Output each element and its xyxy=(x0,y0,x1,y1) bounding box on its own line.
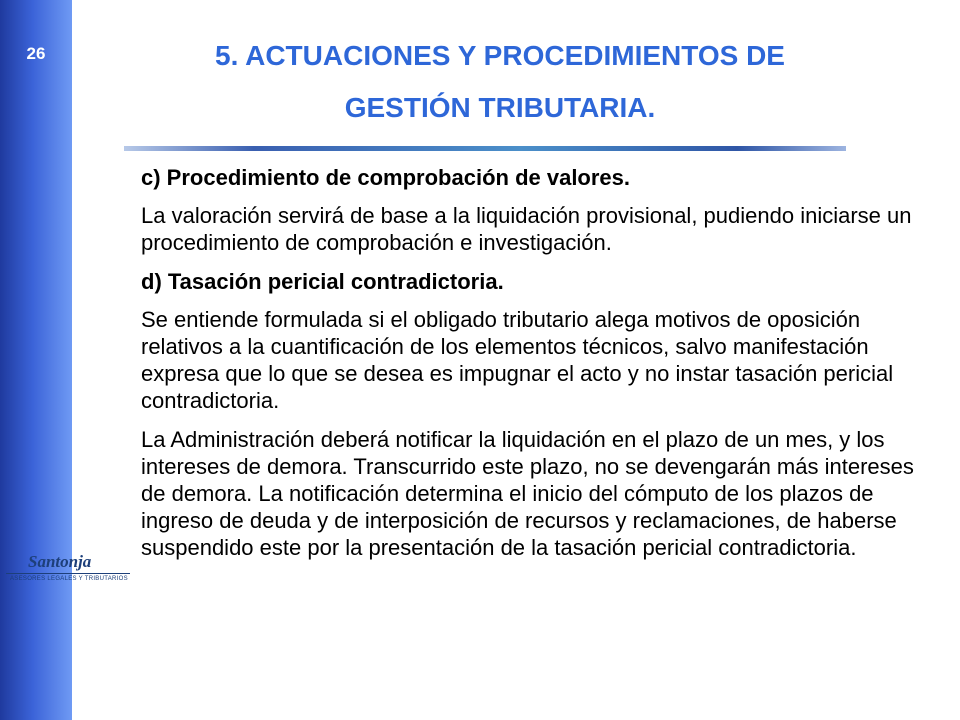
logo-divider xyxy=(6,573,130,574)
logo-wordmark: Santonja xyxy=(28,552,92,571)
title-divider xyxy=(124,146,846,151)
santonja-logo xyxy=(0,550,132,590)
logo-tagline: ASESORES LEGALES Y TRIBUTARIOS xyxy=(10,576,128,582)
heading-comprobacion-valores: c) Procedimiento de comprobación de valores. xyxy=(141,165,631,190)
title-line-2: GESTIÓN TRIBUTARIA. xyxy=(344,92,656,123)
page-number: 26 xyxy=(26,44,46,63)
heading-tasacion-pericial: d) Tasación pericial contradictoria. xyxy=(141,269,504,294)
paragraph-tasacion-liquidacion: La Administración deberá notificar la liquidación en el plazo de un mes, y los intereses de demora. Transcurrido este plazo, no se devengarán más intereses de demora. La notificación determina el inicio del cómputo de los plazos de ingreso de deuda y de interposición de recursos y reclamaciones, de haberse suspendido este por la presentación de la tasación pericial contradictoria. xyxy=(141,427,914,560)
slide-body xyxy=(141,164,941,573)
title-line-1: 5. ACTUACIONES Y PROCEDIMIENTOS DE xyxy=(215,40,785,71)
blue-sidebar xyxy=(0,0,72,720)
paragraph-tasacion-formulada: Se entiende formulada si el obligado tributario alega motivos de oposición relativos a la cuantificación de los elementos técnicos, salvo manifestación expresa que lo que se desea es impugnar el acto y no instar tasación pericial contradictoria. xyxy=(141,307,894,413)
slide-title xyxy=(150,30,850,134)
paragraph-comprobacion-valores: La valoración servirá de base a la liquidación provisional, pudiendo iniciarse un procedimiento de comprobación e investigación. xyxy=(141,203,912,255)
